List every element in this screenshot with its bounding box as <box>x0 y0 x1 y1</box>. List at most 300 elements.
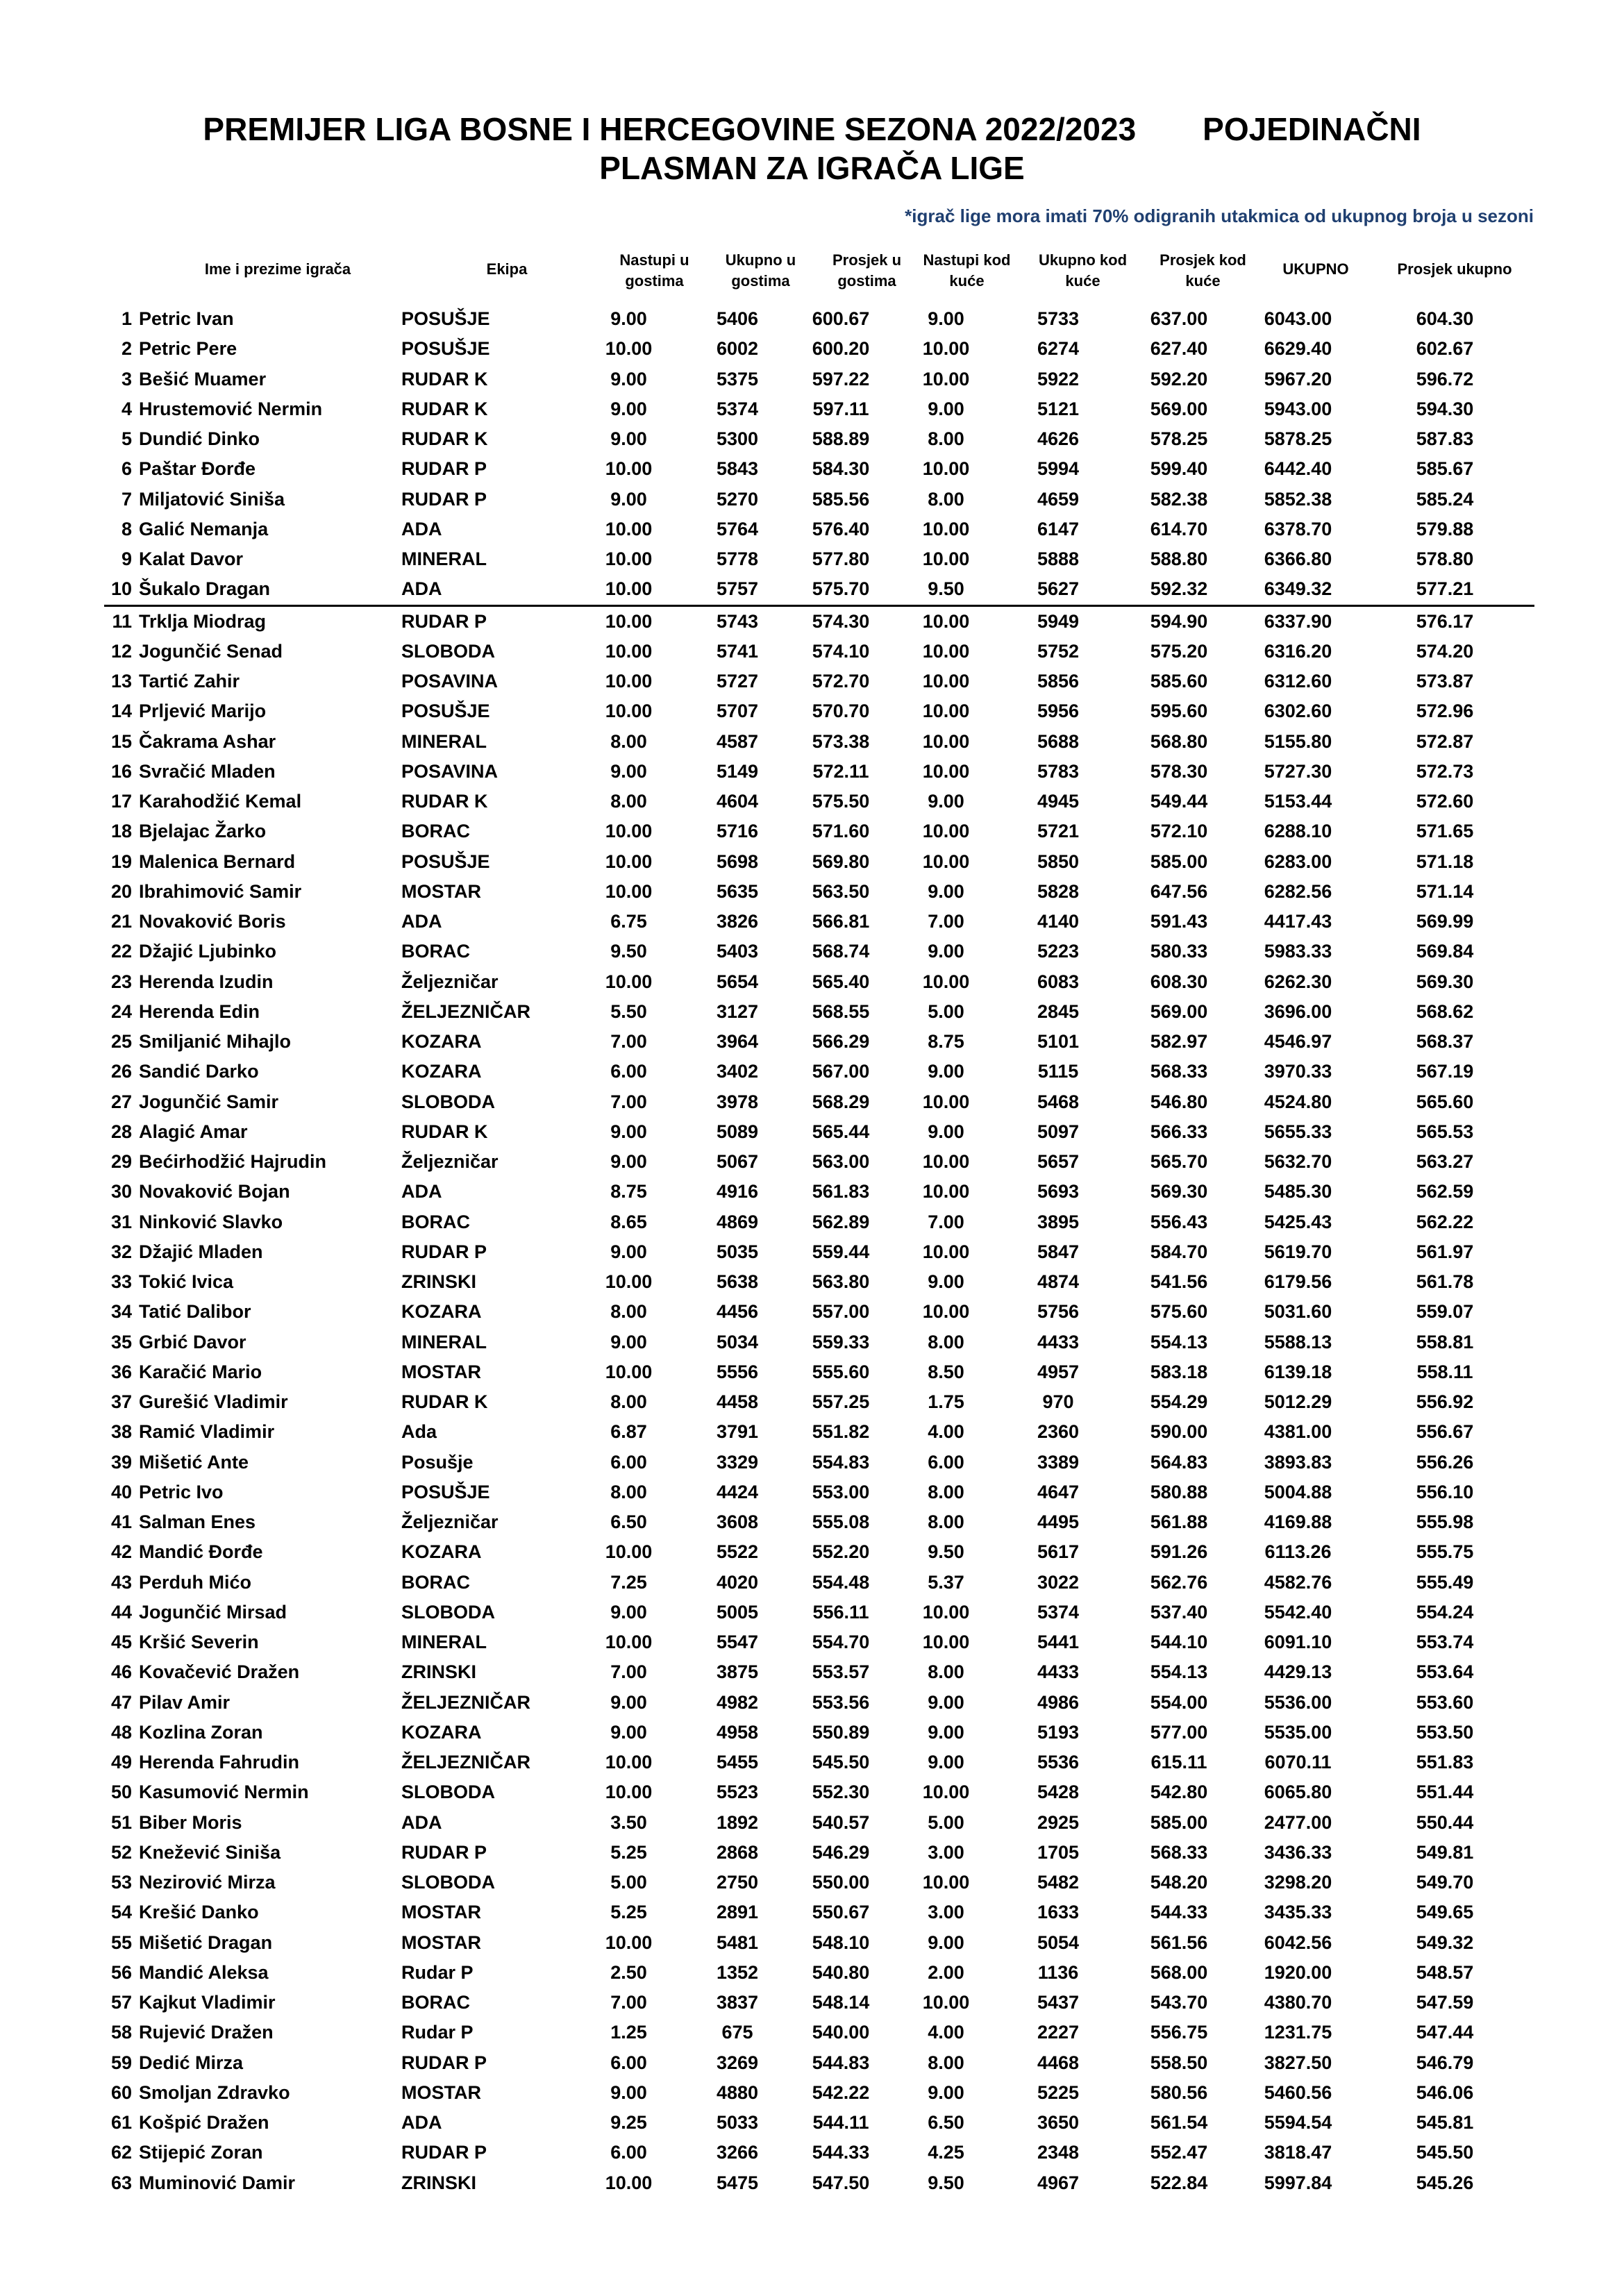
home-avg-cell: 568.33 <box>1150 1841 1208 1863</box>
table-row <box>104 1177 1534 1207</box>
total-cell: 3827.50 <box>1264 2052 1332 2073</box>
away-games-cell: 10.00 <box>571 574 686 605</box>
total-cell: 4582.76 <box>1264 1571 1332 1593</box>
total-cell: 5983.33 <box>1264 941 1332 962</box>
away-total-cell: 5716 <box>716 821 759 842</box>
away-total-cell: 4982 <box>716 1691 759 1713</box>
rank-cell: 49 <box>110 1752 132 1773</box>
team-cell: RUDAR P <box>401 2142 487 2163</box>
away-games-cell: 8.00 <box>610 1301 647 1323</box>
player-name-cell: Mandić Đorđe <box>139 1541 263 1563</box>
total-cell: 3818.47 <box>1264 2142 1332 2163</box>
rank-cell: 12 <box>110 640 132 662</box>
home-total-cell: 4986 <box>1037 1691 1080 1713</box>
total-avg-cell: 549.65 <box>1416 1902 1474 1923</box>
player-name-cell: Bjelajac Žarko <box>139 821 267 842</box>
team-cell: SLOBODA <box>401 640 495 662</box>
table-row <box>104 1027 1534 1057</box>
team-cell: MOSTAR <box>401 1902 481 1923</box>
team-cell: MINERAL <box>401 1632 487 1653</box>
home-games-cell: 9.00 <box>928 1691 964 1713</box>
home-games-cell: 9.00 <box>928 880 964 902</box>
player-name-cell: Knežević Siniša <box>139 1841 281 1863</box>
away-total-cell: 5638 <box>716 1271 759 1293</box>
rank-cell: 23 <box>110 971 132 992</box>
away-total-cell: 3608 <box>716 1511 759 1533</box>
away-total-cell: 3266 <box>716 2142 759 2163</box>
away-avg-cell: 597.22 <box>812 368 870 389</box>
home-games-cell: 8.50 <box>928 1361 964 1382</box>
away-total-cell: 5005 <box>716 1601 759 1623</box>
total-cell: 1920.00 <box>1264 1961 1332 1983</box>
away-games-cell: 1.25 <box>610 2022 647 2043</box>
table-row <box>104 544 1534 574</box>
away-games-cell: 5.25 <box>610 1902 647 1923</box>
away-games-cell: 10.00 <box>605 338 653 360</box>
rank-cell: 61 <box>110 2112 132 2134</box>
rank-cell: 55 <box>110 1932 132 1953</box>
away-games-cell: 6.00 <box>610 1061 647 1082</box>
table-row <box>104 1057 1534 1087</box>
player-name-cell: Gurešić Vladimir <box>139 1391 288 1413</box>
away-total-cell: 5707 <box>716 701 759 722</box>
away-games-cell: 6.50 <box>610 1511 647 1533</box>
home-games-cell: 9.00 <box>928 1061 964 1082</box>
table-row <box>104 667 1534 696</box>
home-avg-cell: 569.00 <box>1150 398 1208 419</box>
rank-cell: 5 <box>121 428 132 450</box>
home-avg-cell: 561.54 <box>1150 2112 1208 2134</box>
table-row <box>104 2078 1534 2108</box>
rank-cell: 51 <box>110 1811 132 1833</box>
home-games-cell: 10.00 <box>922 368 970 389</box>
table-row <box>104 816 1534 846</box>
away-avg-cell: 563.00 <box>812 1151 870 1173</box>
home-avg-cell: 637.00 <box>1150 308 1208 330</box>
rank-cell: 14 <box>110 701 132 722</box>
eligibility-note: *igrač lige mora imati 70% odigranih utakmica od ukupnog broja u sezoni <box>905 206 1534 226</box>
table-row <box>104 1988 1534 2018</box>
table-row <box>104 1147 1534 1177</box>
table-row <box>104 1267 1534 1297</box>
table-row <box>104 1838 1534 1868</box>
away-total-cell: 4958 <box>716 1721 759 1743</box>
away-games-cell: 9.00 <box>610 760 647 782</box>
home-games-cell: 10.00 <box>922 458 970 480</box>
rank-cell: 56 <box>110 1961 132 1983</box>
home-avg-cell: 544.33 <box>1150 1902 1208 1923</box>
table-row <box>104 907 1534 937</box>
away-total-cell: 5778 <box>716 548 759 570</box>
team-cell: ŽELJEZNIČAR <box>401 1000 531 1022</box>
player-name-cell: Herenda Izudin <box>139 971 274 992</box>
total-avg-cell: 553.50 <box>1416 1721 1474 1743</box>
home-total-cell: 5693 <box>1037 1181 1080 1203</box>
team-cell: RUDAR P <box>401 1241 487 1262</box>
away-total-cell: 3978 <box>716 1091 759 1112</box>
home-avg-cell: 562.76 <box>1150 1571 1208 1593</box>
total-cell: 4380.70 <box>1264 1992 1332 2013</box>
away-games-cell: 6.87 <box>610 1421 647 1443</box>
away-games-cell: 2.50 <box>610 1961 647 1983</box>
home-avg-cell: 591.26 <box>1150 1541 1208 1563</box>
away-total-cell: 5698 <box>716 850 759 872</box>
home-games-cell: 9.00 <box>928 1271 964 1293</box>
team-cell: POSAVINA <box>401 760 499 782</box>
header-total: UKUPNO <box>1282 260 1349 278</box>
away-total-cell: 5270 <box>716 488 759 510</box>
home-avg-cell: 554.00 <box>1150 1691 1208 1713</box>
total-avg-cell: 578.80 <box>1416 548 1474 570</box>
away-total-cell: 3329 <box>716 1451 759 1473</box>
table-row <box>104 757 1534 787</box>
table-row <box>104 1477 1534 1507</box>
table-row <box>104 1598 1534 1627</box>
away-avg-cell: 574.30 <box>812 610 870 632</box>
home-total-cell: 4433 <box>1037 1661 1080 1683</box>
rank-cell: 41 <box>110 1511 132 1533</box>
total-avg-cell: 553.60 <box>1416 1691 1474 1713</box>
total-cell: 5155.80 <box>1264 730 1332 752</box>
table-row <box>104 1327 1534 1357</box>
home-total-cell: 970 <box>1042 1391 1074 1413</box>
home-total-cell: 2348 <box>1037 2142 1080 2163</box>
table-row <box>104 2138 1534 2168</box>
rank-cell: 63 <box>110 2172 132 2193</box>
away-games-cell: 8.65 <box>610 1211 647 1232</box>
away-avg-cell: 576.40 <box>812 518 870 539</box>
rank-cell: 34 <box>110 1301 132 1323</box>
home-games-cell: 3.00 <box>928 1902 964 1923</box>
total-cell: 6366.80 <box>1264 548 1332 570</box>
away-total-cell: 5727 <box>716 671 759 692</box>
away-avg-cell: 551.82 <box>812 1421 870 1443</box>
header-home-avg: Prosjek kod kuće <box>1160 251 1246 290</box>
home-games-cell: 2.00 <box>928 1961 964 1983</box>
away-games-cell: 10.00 <box>605 1632 653 1653</box>
total-avg-cell: 574.20 <box>1416 640 1474 662</box>
away-games-cell: 10.00 <box>605 1541 653 1563</box>
away-games-cell: 8.00 <box>610 730 647 752</box>
home-total-cell: 5856 <box>1037 671 1080 692</box>
away-games-cell: 9.00 <box>610 398 647 419</box>
away-total-cell: 3127 <box>716 1000 759 1022</box>
table-row <box>104 1928 1534 1958</box>
home-avg-cell: 580.56 <box>1150 2081 1208 2103</box>
home-total-cell: 1136 <box>1037 1961 1079 1983</box>
away-total-cell: 5455 <box>716 1752 759 1773</box>
away-avg-cell: 568.29 <box>812 1091 870 1112</box>
total-avg-cell: 551.44 <box>1416 1782 1474 1803</box>
home-avg-cell: 592.32 <box>1117 574 1241 605</box>
away-total-cell: 4456 <box>716 1301 759 1323</box>
total-avg-cell: 604.30 <box>1416 308 1474 330</box>
home-avg-cell: 554.13 <box>1150 1661 1208 1683</box>
home-games-cell: 4.25 <box>928 2142 964 2163</box>
table-row <box>104 1897 1534 1927</box>
home-avg-cell: 572.10 <box>1150 821 1208 842</box>
away-total-cell: 4604 <box>716 791 759 812</box>
home-games-cell: 1.75 <box>928 1391 964 1413</box>
standings-rows <box>104 304 1534 2198</box>
home-total-cell: 5752 <box>1037 640 1080 662</box>
player-name-cell: Sandić Darko <box>139 1061 259 1082</box>
player-name-cell: Rujević Dražen <box>139 2022 274 2043</box>
table-row <box>104 727 1534 757</box>
header-home-games: Nastupi kod kuće <box>923 251 1011 290</box>
total-avg-cell: 577.21 <box>1355 574 1534 605</box>
player-name-cell: Mišetić Dragan <box>139 1932 273 1953</box>
team-cell: ŽELJEZNIČAR <box>401 1752 531 1773</box>
total-avg-cell: 561.97 <box>1416 1241 1474 1262</box>
home-avg-cell: 577.00 <box>1150 1721 1208 1743</box>
home-avg-cell: 568.00 <box>1150 1961 1208 1983</box>
home-total-cell: 6147 <box>1037 518 1080 539</box>
home-games-cell: 7.00 <box>928 911 964 932</box>
team-cell: POSUŠJE <box>401 701 490 722</box>
team-cell: ADA <box>401 518 442 539</box>
home-total-cell: 5193 <box>1037 1721 1080 1743</box>
total-avg-cell: 549.81 <box>1416 1841 1474 1863</box>
away-avg-cell: 552.20 <box>812 1541 870 1563</box>
home-games-cell: 9.50 <box>893 574 999 605</box>
away-avg-cell: 550.89 <box>812 1721 870 1743</box>
home-total-cell: 5374 <box>1037 1601 1080 1623</box>
away-avg-cell: 552.30 <box>812 1782 870 1803</box>
team-cell: RUDAR K <box>401 428 488 450</box>
total-cell: 6262.30 <box>1264 971 1332 992</box>
total-cell: 5632.70 <box>1264 1151 1332 1173</box>
rank-cell: 17 <box>110 791 132 812</box>
away-games-cell: 9.00 <box>610 1601 647 1623</box>
home-avg-cell: 556.75 <box>1150 2022 1208 2043</box>
rank-cell: 37 <box>110 1391 132 1413</box>
home-games-cell: 10.00 <box>922 1632 970 1653</box>
home-games-cell: 8.00 <box>928 2052 964 2073</box>
table-row <box>104 1958 1534 1988</box>
total-cell: 5997.84 <box>1264 2172 1332 2193</box>
team-cell: BORAC <box>401 1992 470 2013</box>
total-avg-cell: 549.32 <box>1416 1932 1474 1953</box>
away-games-cell: 10.00 <box>605 1361 653 1382</box>
total-cell: 5943.00 <box>1264 398 1332 419</box>
home-total-cell: 2925 <box>1037 1811 1080 1833</box>
home-avg-cell: 584.70 <box>1150 1241 1208 1262</box>
away-games-cell: 9.50 <box>610 941 647 962</box>
table-row <box>104 1808 1534 1838</box>
home-total-cell: 6083 <box>1037 971 1080 992</box>
total-cell: 5967.20 <box>1264 368 1332 389</box>
standings-table <box>104 304 1534 2198</box>
player-name-cell: Kozlina Zoran <box>139 1721 263 1743</box>
total-avg-cell: 549.70 <box>1416 1872 1474 1893</box>
table-row <box>104 2018 1534 2047</box>
team-cell: KOZARA <box>401 1541 482 1563</box>
home-total-cell: 4433 <box>1037 1331 1080 1352</box>
team-cell: RUDAR K <box>401 791 488 812</box>
team-cell: POSAVINA <box>401 671 499 692</box>
total-avg-cell: 545.50 <box>1416 2142 1474 2163</box>
total-cell: 6113.26 <box>1264 1541 1332 1563</box>
table-row <box>104 334 1534 364</box>
team-cell: RUDAR P <box>401 1841 487 1863</box>
home-games-cell: 9.00 <box>928 2081 964 2103</box>
rank-cell: 15 <box>110 730 132 752</box>
home-avg-cell: 556.43 <box>1150 1211 1208 1232</box>
team-cell: ŽELJEZNIČAR <box>401 1691 531 1713</box>
rank-cell: 47 <box>110 1691 132 1713</box>
home-games-cell: 10.00 <box>922 640 970 662</box>
total-avg-cell: 585.24 <box>1416 488 1474 510</box>
total-avg-cell: 553.64 <box>1416 1661 1474 1683</box>
player-name-cell: Stijepić Zoran <box>139 2142 263 2163</box>
team-cell: RUDAR K <box>401 1121 488 1142</box>
rank-cell: 48 <box>110 1721 132 1743</box>
away-avg-cell: 563.80 <box>812 1271 870 1293</box>
total-avg-cell: 572.60 <box>1416 791 1474 812</box>
rank-cell: 28 <box>110 1121 132 1142</box>
total-avg-cell: 554.24 <box>1416 1601 1474 1623</box>
table-row <box>104 1627 1534 1657</box>
home-games-cell: 10.00 <box>922 971 970 992</box>
team-cell: SLOBODA <box>401 1601 495 1623</box>
table-row <box>104 2108 1534 2138</box>
home-total-cell: 5536 <box>1037 1752 1080 1773</box>
away-games-cell: 9.00 <box>610 1721 647 1743</box>
home-games-cell: 8.00 <box>928 1511 964 1533</box>
away-avg-cell: 561.83 <box>812 1181 870 1203</box>
away-games-cell: 7.00 <box>610 1992 647 2013</box>
rank-cell: 11 <box>112 610 132 632</box>
home-total-cell: 4495 <box>1037 1511 1080 1533</box>
total-avg-cell: 553.74 <box>1416 1632 1474 1653</box>
home-games-cell: 9.00 <box>928 1932 964 1953</box>
away-avg-cell: 600.20 <box>812 338 870 360</box>
table-row <box>104 1748 1534 1777</box>
player-name-cell: Galić Nemanja <box>139 518 269 539</box>
away-avg-cell: 553.57 <box>812 1661 870 1683</box>
home-avg-cell: 627.40 <box>1150 338 1208 360</box>
total-cell: 6316.20 <box>1264 640 1332 662</box>
away-games-cell: 10.00 <box>605 640 653 662</box>
away-games-cell: 10.00 <box>605 971 653 992</box>
away-avg-cell: 540.80 <box>812 1961 870 1983</box>
away-avg-cell: 584.30 <box>812 458 870 480</box>
away-avg-cell: 553.56 <box>812 1691 870 1713</box>
rank-cell: 43 <box>110 1571 132 1593</box>
away-total-cell: 3875 <box>716 1661 759 1683</box>
away-avg-cell: 568.55 <box>812 1000 870 1022</box>
table-row <box>104 937 1534 966</box>
team-cell: RUDAR P <box>401 610 487 632</box>
rank-cell: 50 <box>110 1782 132 1803</box>
away-total-cell: 5757 <box>686 574 789 605</box>
total-avg-cell: 556.92 <box>1416 1391 1474 1413</box>
home-total-cell: 4140 <box>1037 911 1080 932</box>
away-avg-cell: 553.00 <box>812 1481 870 1502</box>
home-avg-cell: 552.47 <box>1150 2142 1208 2163</box>
away-avg-cell: 573.38 <box>812 730 870 752</box>
away-games-cell: 10.00 <box>605 2172 653 2193</box>
rank-cell: 21 <box>110 911 132 932</box>
away-total-cell: 5843 <box>716 458 759 480</box>
home-games-cell: 10.00 <box>922 1151 970 1173</box>
total-avg-cell: 565.53 <box>1416 1121 1474 1142</box>
home-avg-cell: 558.50 <box>1150 2052 1208 2073</box>
player-name-cell: Jogunčić Senad <box>139 640 283 662</box>
rank-cell: 25 <box>110 1031 132 1053</box>
away-total-cell: 5067 <box>716 1151 759 1173</box>
home-games-cell: 10.00 <box>922 1601 970 1623</box>
rank-cell: 29 <box>110 1151 132 1173</box>
home-total-cell: 4626 <box>1037 428 1080 450</box>
total-cell: 4524.80 <box>1264 1091 1332 1112</box>
away-games-cell: 9.00 <box>610 1151 647 1173</box>
away-total-cell: 5481 <box>716 1932 759 1953</box>
away-avg-cell: 568.74 <box>812 941 870 962</box>
player-name-cell: Kovačević Dražen <box>139 1661 300 1683</box>
title-line2: PLASMAN ZA IGRAČA LIGE <box>599 150 1025 186</box>
team-cell: MINERAL <box>401 548 487 570</box>
player-name-cell: Košpić Dražen <box>139 2112 269 2134</box>
away-games-cell: 5.50 <box>610 1000 647 1022</box>
home-total-cell: 5441 <box>1037 1632 1080 1653</box>
rank-cell: 1 <box>121 308 132 330</box>
home-avg-cell: 608.30 <box>1150 971 1208 992</box>
home-avg-cell: 582.38 <box>1150 488 1208 510</box>
home-total-cell: 5733 <box>1037 308 1080 330</box>
rank-cell: 27 <box>110 1091 132 1112</box>
total-avg-cell: 602.67 <box>1416 338 1474 360</box>
player-name-cell: Šukalo Dragan <box>139 574 401 605</box>
home-total-cell: 5956 <box>1037 701 1080 722</box>
home-games-cell: 7.00 <box>928 1211 964 1232</box>
player-name-cell: Petric Ivo <box>139 1481 224 1502</box>
home-total-cell: 4647 <box>1037 1481 1080 1502</box>
home-games-cell: 10.00 <box>922 850 970 872</box>
total-avg-cell: 559.07 <box>1416 1301 1474 1323</box>
home-games-cell: 10.00 <box>922 1992 970 2013</box>
player-name-cell: Džajić Mladen <box>139 1241 263 1262</box>
away-total-cell: 4869 <box>716 1211 759 1232</box>
home-total-cell: 2845 <box>1037 1000 1080 1022</box>
home-total-cell: 5688 <box>1037 730 1080 752</box>
total-avg-cell: 572.96 <box>1416 701 1474 722</box>
away-avg-cell: 554.48 <box>812 1571 870 1593</box>
table-row <box>104 1868 1534 1897</box>
total-cell: 6043.00 <box>1264 308 1332 330</box>
team-cell: MOSTAR <box>401 1932 481 1953</box>
rank-cell: 8 <box>121 518 132 539</box>
home-games-cell: 9.00 <box>928 1752 964 1773</box>
player-name-cell: Novaković Bojan <box>139 1181 290 1203</box>
away-total-cell: 5300 <box>716 428 759 450</box>
total-cell: 5425.43 <box>1264 1211 1332 1232</box>
home-total-cell: 3022 <box>1037 1571 1080 1593</box>
away-total-cell: 2868 <box>716 1841 759 1863</box>
rank-cell: 36 <box>110 1361 132 1382</box>
team-cell: Rudar P <box>401 1961 474 1983</box>
table-row <box>104 696 1534 726</box>
team-cell: KOZARA <box>401 1061 482 1082</box>
total-cell: 6091.10 <box>1264 1632 1332 1653</box>
table-row <box>104 1417 1534 1447</box>
home-avg-cell: 583.18 <box>1150 1361 1208 1382</box>
away-games-cell: 8.00 <box>610 1391 647 1413</box>
team-cell: POSUŠJE <box>401 1481 490 1502</box>
away-avg-cell: 572.70 <box>812 671 870 692</box>
team-cell: KOZARA <box>401 1031 482 1053</box>
